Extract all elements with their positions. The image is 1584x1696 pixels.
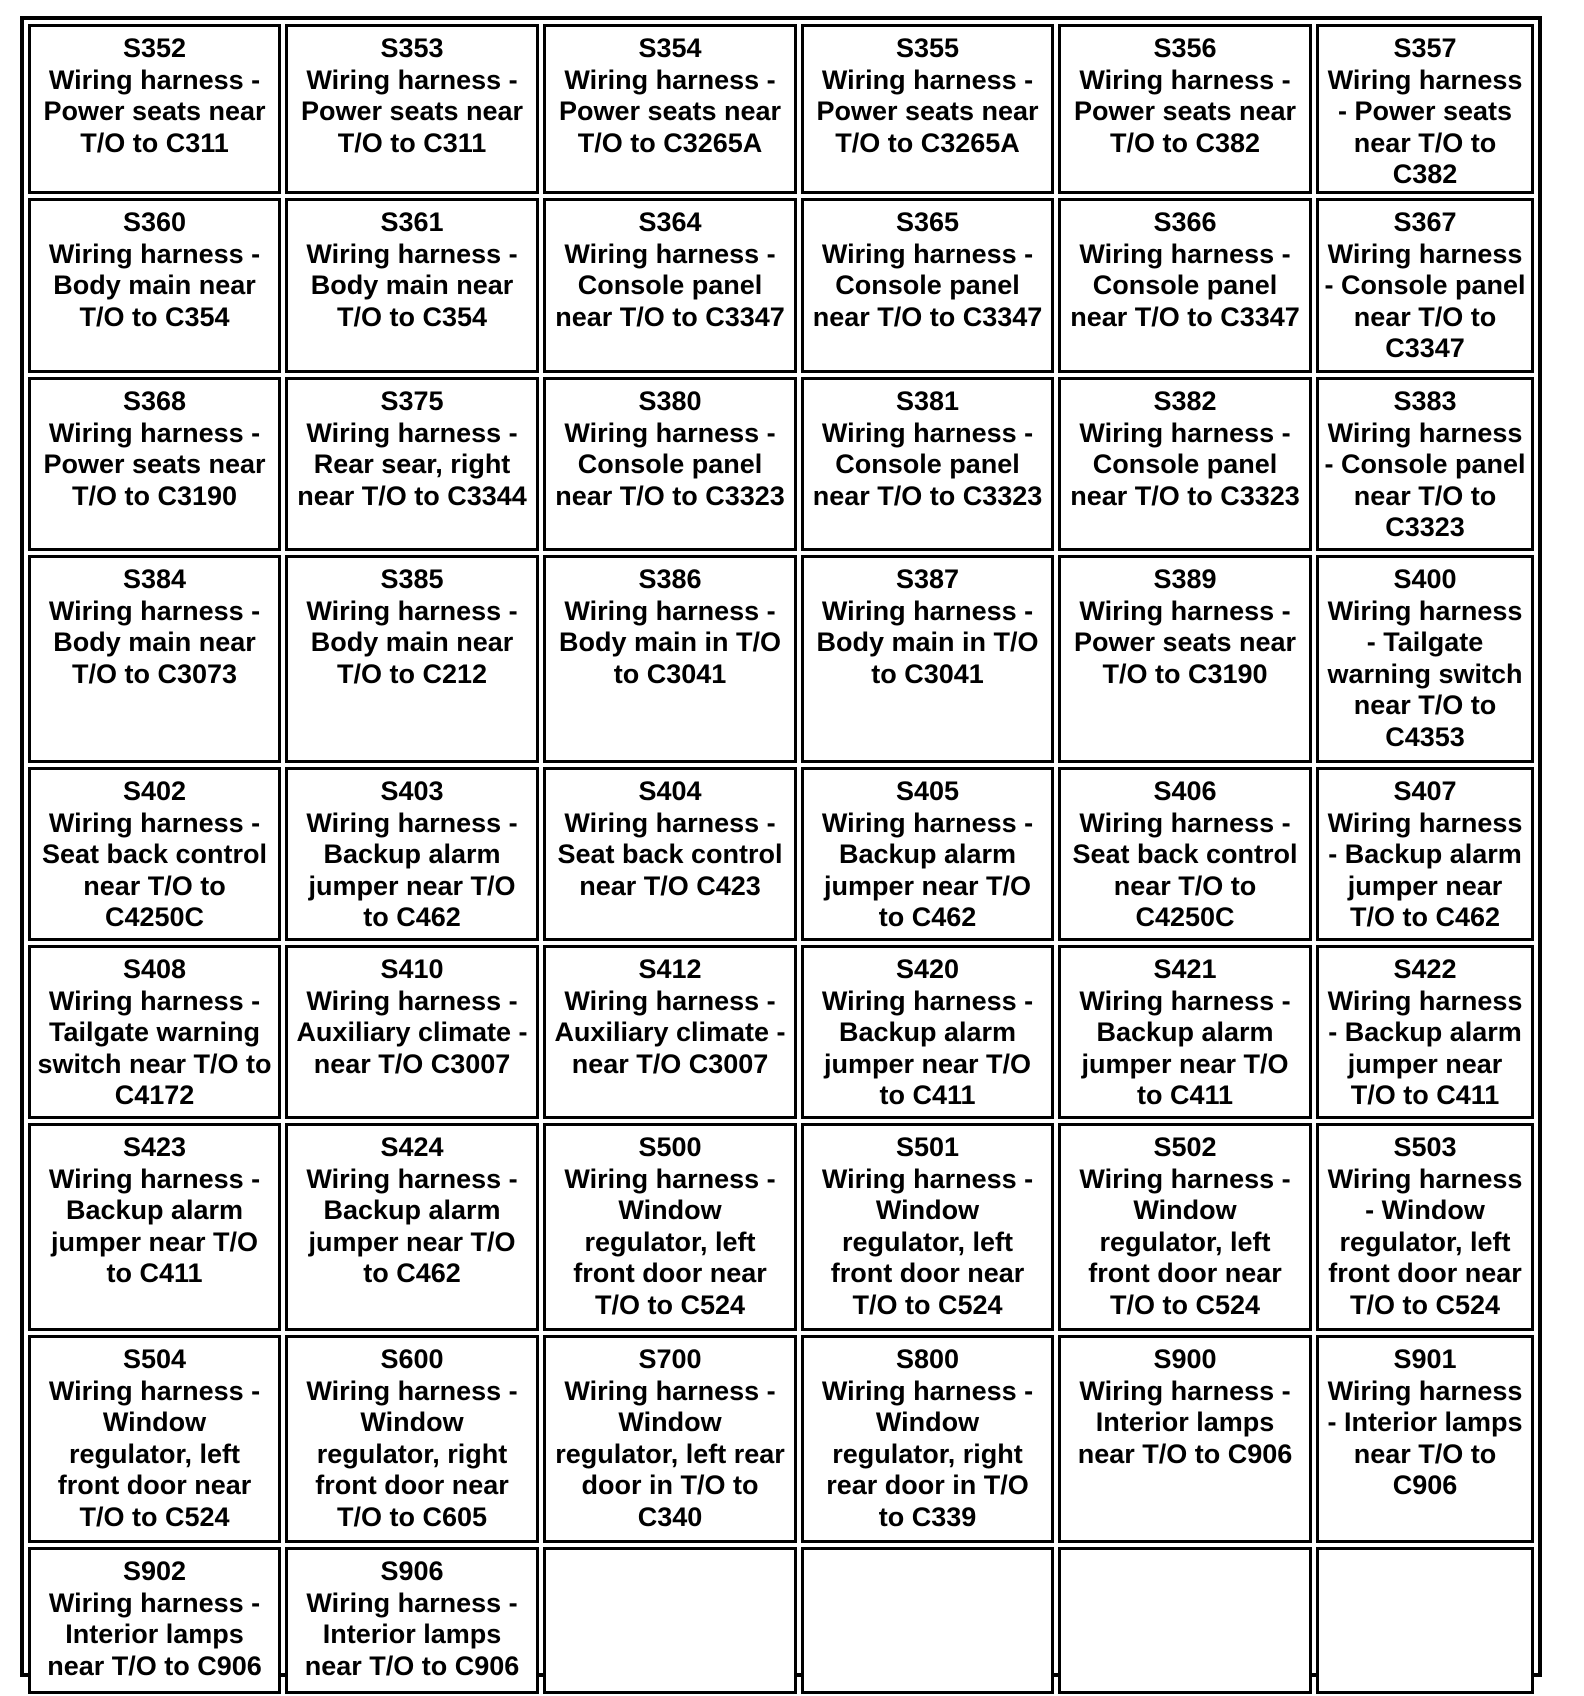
table-cell: [1058, 1335, 1312, 1543]
splice-description-line: jumper near T/O: [308, 870, 516, 901]
table-cell: [801, 555, 1054, 763]
splice-description-line: Wiring harness -: [821, 417, 1034, 448]
table-cell: [285, 1547, 539, 1694]
splice-id: S503: [1393, 1132, 1457, 1162]
splice-description-line: Wiring harness: [1327, 417, 1523, 448]
splice-id: S424: [380, 1132, 444, 1162]
splice-description-line: C3323: [1385, 512, 1465, 542]
splice-description-line: jumper near: [1347, 1048, 1503, 1079]
splice-description-line: Wiring harness: [1327, 238, 1523, 269]
splice-description-line: Wiring harness -: [821, 64, 1034, 95]
splice-description-line: door in T/O to: [581, 1470, 759, 1500]
splice-description-line: Wiring harness -: [306, 1375, 518, 1406]
splice-id: S381: [895, 386, 960, 416]
splice-description-line: Power seats near: [43, 449, 266, 479]
splice-id: S356: [1153, 33, 1217, 63]
splice-description-line: Wiring harness -: [48, 1375, 261, 1406]
splice-description-line: Power seats near: [816, 96, 1039, 126]
table-cell: [28, 1547, 281, 1694]
splice-description-line: C4250C: [1135, 902, 1235, 932]
splice-description-line: Wiring harness -: [306, 595, 518, 626]
splice-description-line: Body main near: [310, 270, 514, 300]
splice-table: [20, 16, 1542, 1681]
splice-description-line: T/O to C3073: [71, 658, 238, 689]
splice-id: S367: [1393, 207, 1457, 237]
splice-description-line: Wiring harness -: [306, 417, 518, 448]
splice-description-line: Auxiliary climate -: [554, 1017, 786, 1047]
splice-description-line: Wiring harness -: [1079, 417, 1291, 448]
table-cell: [1316, 377, 1534, 551]
splice-description-line: Power seats near: [1073, 96, 1297, 126]
splice-description-line: Rear sear, right: [313, 449, 511, 479]
splice-description-line: Wiring harness -: [306, 1587, 518, 1618]
splice-id: S502: [1153, 1132, 1217, 1162]
table-cell: [543, 198, 797, 373]
splice-description-line: - Backup alarm: [1328, 1017, 1522, 1047]
splice-description-line: jumper near T/O: [823, 1048, 1032, 1079]
splice-description-line: regulator, right: [316, 1438, 508, 1469]
splice-description-line: C382: [1392, 159, 1458, 189]
table-cell: [543, 1123, 797, 1331]
splice-description-line: Interior lamps: [1095, 1407, 1275, 1437]
splice-id: S404: [638, 776, 702, 806]
splice-description-line: - Interior lamps: [1327, 1407, 1523, 1437]
empty-cell: [1316, 1547, 1534, 1694]
splice-description-line: near T/O to: [1353, 480, 1497, 511]
splice-description-line: Window: [360, 1407, 464, 1437]
splice-description-line: near T/O to C906: [1077, 1438, 1293, 1469]
splice-id: S365: [895, 207, 960, 237]
splice-description-line: T/O to C411: [1350, 1080, 1500, 1110]
splice-description-line: Wiring harness -: [48, 1163, 261, 1194]
splice-description-line: Window: [875, 1407, 980, 1437]
splice-description-line: - Console panel: [1324, 270, 1526, 300]
splice-id: S901: [1393, 1344, 1457, 1374]
splice-description-line: Wiring harness -: [48, 238, 261, 269]
splice-description-line: Wiring harness -: [564, 64, 776, 95]
table-cell: [801, 767, 1054, 941]
splice-description-line: C4353: [1385, 721, 1465, 752]
table-cell: [285, 767, 539, 941]
table-cell: [28, 767, 281, 941]
splice-description-line: Wiring harness: [1327, 1375, 1523, 1406]
splice-description-line: regulator, left: [584, 1226, 756, 1257]
splice-description-line: Body main near: [53, 627, 256, 657]
splice-description-line: jumper near T/O: [308, 1226, 516, 1257]
splice-description-line: front door near: [1328, 1258, 1522, 1288]
splice-description-line: T/O to C524: [79, 1501, 230, 1532]
splice-description-line: to C411: [1136, 1080, 1234, 1110]
splice-description-line: Auxiliary climate -: [296, 1017, 528, 1047]
splice-description-line: warning switch: [1327, 658, 1523, 689]
splice-description-line: Wiring harness: [1327, 1163, 1523, 1194]
splice-description-line: near T/O to C3347: [812, 301, 1043, 332]
splice-description-line: Backup alarm: [1096, 1017, 1274, 1047]
empty-cell: [801, 1547, 1054, 1694]
table-cell: [1058, 945, 1312, 1119]
splice-id: S366: [1153, 207, 1217, 237]
splice-id: S360: [122, 207, 187, 237]
splice-description-line: to C411: [106, 1258, 203, 1288]
splice-description-line: near T/O to C3347: [1070, 301, 1300, 332]
splice-description-line: T/O to C382: [1109, 127, 1261, 158]
splice-description-line: Body main in T/O: [558, 627, 781, 657]
table-cell: [1316, 1335, 1534, 1543]
splice-description-line: Body main in T/O: [816, 627, 1039, 657]
splice-description-line: T/O to C354: [79, 301, 230, 332]
splice-description-line: jumper near T/O: [1081, 1048, 1289, 1079]
splice-description-line: Power seats near: [1073, 627, 1297, 657]
splice-description-line: near T/O to C3347: [555, 301, 785, 332]
splice-description-line: near T/O to C906: [304, 1650, 520, 1681]
splice-description-line: Window: [618, 1195, 722, 1225]
splice-description-line: T/O to C212: [336, 658, 488, 689]
splice-description-line: Window: [618, 1407, 722, 1437]
splice-description-line: Body main near: [53, 270, 256, 300]
splice-id: S906: [380, 1556, 444, 1586]
splice-description-line: T/O to C3265A: [835, 127, 1020, 158]
splice-description-line: Backup alarm: [323, 1195, 501, 1225]
splice-id: S384: [122, 564, 187, 594]
table-cell: [1058, 24, 1312, 194]
splice-id: S504: [122, 1344, 187, 1374]
splice-id: S354: [638, 33, 702, 63]
splice-description-line: Console panel: [835, 449, 1020, 479]
splice-description-line: front door near: [57, 1470, 252, 1500]
splice-description-line: regulator, right: [832, 1438, 1023, 1469]
splice-id: S402: [122, 776, 187, 806]
splice-description-line: Wiring harness -: [821, 238, 1034, 269]
splice-description-line: Wiring harness: [1327, 595, 1523, 626]
splice-id: S407: [1393, 776, 1457, 806]
table-cell: [543, 24, 797, 194]
splice-description-line: regulator, left rear: [555, 1438, 785, 1469]
splice-description-line: near T/O to: [83, 870, 226, 901]
table-cell: [1058, 767, 1312, 941]
splice-description-line: T/O to C524: [1109, 1289, 1261, 1320]
table-cell: [285, 24, 539, 194]
splice-description-line: Wiring harness -: [1079, 1375, 1291, 1406]
table-cell: [1316, 1123, 1534, 1331]
splice-description-line: C4172: [114, 1080, 195, 1110]
splice-description-line: front door near: [830, 1258, 1025, 1288]
splice-description-line: jumper near: [1347, 870, 1503, 901]
table-cell: [28, 1335, 281, 1543]
table-cell: [28, 945, 281, 1119]
splice-description-line: Wiring harness -: [821, 985, 1034, 1016]
table-cell: [543, 767, 797, 941]
splice-id: S501: [895, 1132, 960, 1162]
splice-id: S412: [638, 954, 702, 984]
splice-description-line: jumper near T/O: [50, 1226, 259, 1257]
splice-id: S405: [895, 776, 960, 806]
splice-description-line: Console panel: [577, 270, 763, 300]
splice-description-line: near T/O C3007: [571, 1048, 769, 1079]
splice-id: S385: [380, 564, 444, 594]
splice-description-line: Wiring harness -: [306, 64, 518, 95]
splice-description-line: regulator, left: [68, 1438, 241, 1469]
splice-description-line: to C339: [878, 1501, 977, 1532]
splice-id: S900: [1153, 1344, 1217, 1374]
splice-description-line: C4250C: [104, 902, 205, 932]
splice-description-line: Wiring harness -: [1079, 807, 1291, 838]
splice-id: S410: [380, 954, 444, 984]
table-cell: [28, 1123, 281, 1331]
splice-description-line: Wiring harness -: [564, 1163, 776, 1194]
splice-description-line: T/O to C3190: [71, 480, 238, 511]
splice-description-line: to C411: [879, 1080, 976, 1110]
splice-description-line: Console panel: [835, 270, 1020, 300]
table-cell: [28, 24, 281, 194]
splice-description-line: Interior lamps: [65, 1619, 244, 1649]
splice-description-line: Window: [102, 1407, 207, 1437]
splice-description-line: Interior lamps: [322, 1619, 502, 1649]
splice-description-line: near T/O to: [1353, 127, 1497, 158]
splice-description-line: regulator, left: [1339, 1226, 1511, 1257]
splice-description-line: - Tailgate: [1366, 627, 1484, 657]
splice-description-line: Wiring harness -: [1079, 64, 1291, 95]
splice-description-line: T/O to C524: [1349, 1289, 1501, 1320]
splice-description-line: C340: [637, 1501, 703, 1532]
splice-description-line: T/O to C3265A: [577, 127, 763, 158]
splice-description-line: Console panel: [1092, 449, 1278, 479]
splice-id: S408: [122, 954, 187, 984]
splice-description-line: T/O to C354: [336, 301, 488, 332]
splice-description-line: Backup alarm: [838, 1017, 1017, 1047]
splice-description-line: Tailgate warning: [48, 1017, 261, 1047]
splice-description-line: to C462: [363, 1258, 461, 1288]
table-cell: [1058, 555, 1312, 763]
splice-grid: [28, 24, 1534, 1681]
splice-description-line: Wiring harness -: [821, 1375, 1034, 1406]
splice-description-line: near T/O C3007: [313, 1048, 511, 1079]
splice-description-line: Wiring harness -: [306, 238, 518, 269]
table-cell: [285, 555, 539, 763]
splice-description-line: Wiring harness -: [821, 807, 1034, 838]
splice-description-line: front door near: [1088, 1258, 1282, 1288]
splice-description-line: Seat back control: [557, 839, 783, 869]
splice-id: S368: [122, 386, 187, 416]
splice-description-line: Power seats near: [300, 96, 524, 126]
splice-description-line: jumper near T/O: [823, 870, 1032, 901]
splice-id: S355: [895, 33, 960, 63]
table-cell: [1316, 24, 1534, 194]
splice-description-line: near T/O to C3323: [812, 480, 1043, 511]
splice-description-line: to C3041: [613, 658, 727, 689]
splice-description-line: near T/O to: [1353, 1438, 1497, 1469]
splice-description-line: near T/O to: [1113, 870, 1257, 901]
table-cell: [28, 377, 281, 551]
splice-description-line: Backup alarm: [838, 839, 1017, 869]
splice-description-line: to C462: [878, 902, 977, 932]
splice-description-line: T/O to C311: [80, 127, 229, 158]
table-cell: [1058, 1123, 1312, 1331]
splice-description-line: Wiring harness -: [564, 417, 776, 448]
empty-cell: [543, 1547, 797, 1694]
splice-description-line: to C3041: [871, 658, 984, 689]
splice-description-line: Wiring harness -: [1079, 985, 1291, 1016]
table-cell: [28, 555, 281, 763]
splice-description-line: - Window: [1365, 1195, 1485, 1225]
splice-description-line: Power seats near: [558, 96, 782, 126]
table-cell: [285, 1335, 539, 1543]
splice-description-line: Wiring harness -: [306, 1163, 518, 1194]
splice-description-line: Wiring harness -: [821, 595, 1034, 626]
splice-id: S423: [122, 1132, 187, 1162]
splice-description-line: Wiring harness -: [48, 1587, 261, 1618]
table-cell: [285, 945, 539, 1119]
splice-description-line: T/O to C311: [337, 127, 487, 158]
splice-description-line: Wiring harness -: [48, 985, 261, 1016]
table-cell: [801, 945, 1054, 1119]
splice-description-line: Seat back control: [41, 839, 268, 869]
splice-description-line: Wiring harness -: [1079, 238, 1291, 269]
splice-id: S420: [895, 954, 960, 984]
splice-id: S389: [1153, 564, 1217, 594]
splice-id: S403: [380, 776, 444, 806]
splice-id: S382: [1153, 386, 1217, 416]
splice-description-line: Wiring harness -: [48, 64, 261, 95]
splice-id: S421: [1153, 954, 1217, 984]
table-cell: [801, 24, 1054, 194]
table-cell: [543, 377, 797, 551]
splice-description-line: T/O to C524: [852, 1289, 1003, 1320]
table-cell: [1058, 198, 1312, 373]
table-cell: [801, 1123, 1054, 1331]
splice-description-line: near T/O to C3323: [555, 480, 785, 511]
splice-id: S600: [380, 1344, 444, 1374]
splice-description-line: Wiring harness -: [1079, 595, 1291, 626]
splice-id: S383: [1393, 386, 1457, 416]
table-cell: [285, 198, 539, 373]
splice-description-line: Wiring harness -: [821, 1163, 1034, 1194]
splice-description-line: regulator, left: [1099, 1226, 1271, 1257]
table-cell: [543, 1335, 797, 1543]
splice-description-line: Wiring harness -: [564, 807, 776, 838]
table-cell: [543, 945, 797, 1119]
splice-description-line: Wiring harness -: [48, 417, 261, 448]
splice-id: S357: [1393, 33, 1457, 63]
splice-description-line: Seat back control: [1072, 839, 1298, 869]
splice-description-line: Wiring harness: [1327, 807, 1523, 838]
splice-description-line: near T/O C423: [579, 870, 761, 901]
splice-id: S352: [122, 33, 187, 63]
splice-description-line: Wiring harness -: [48, 807, 261, 838]
splice-description-line: near T/O to: [1353, 301, 1497, 332]
splice-description-line: front door near: [315, 1470, 509, 1500]
splice-description-line: Window: [1133, 1195, 1237, 1225]
splice-id: S361: [380, 207, 444, 237]
splice-description-line: near T/O to C3323: [1070, 480, 1300, 511]
splice-id: S375: [380, 386, 444, 416]
table-cell: [285, 377, 539, 551]
splice-description-line: T/O to C3190: [1102, 658, 1268, 689]
splice-id: S700: [638, 1344, 702, 1374]
table-cell: [1316, 555, 1534, 763]
splice-description-line: front door near: [573, 1258, 767, 1288]
splice-description-line: Backup alarm: [65, 1195, 244, 1225]
splice-description-line: Wiring harness -: [1079, 1163, 1291, 1194]
splice-description-line: Wiring harness -: [564, 985, 776, 1016]
table-cell: [801, 1335, 1054, 1543]
splice-description-line: - Power seats: [1337, 96, 1513, 126]
splice-description-line: Power seats near: [43, 96, 266, 126]
splice-description-line: T/O to C524: [594, 1289, 746, 1320]
table-cell: [801, 377, 1054, 551]
splice-id: S380: [638, 386, 702, 416]
splice-description-line: regulator, left: [841, 1226, 1014, 1257]
splice-description-line: Backup alarm: [323, 839, 501, 869]
splice-description-line: Wiring harness -: [564, 238, 776, 269]
splice-description-line: Body main near: [310, 627, 514, 657]
splice-description-line: - Backup alarm: [1328, 839, 1522, 869]
splice-description-line: Window: [875, 1195, 980, 1225]
splice-id: S400: [1393, 564, 1457, 594]
splice-description-line: Console panel: [577, 449, 763, 479]
table-cell: [1316, 198, 1534, 373]
splice-description-line: switch near T/O to: [37, 1048, 272, 1079]
splice-description-line: Wiring harness: [1327, 985, 1523, 1016]
splice-id: S500: [638, 1132, 702, 1162]
splice-description-line: Wiring harness -: [306, 807, 518, 838]
splice-description-line: Wiring harness -: [306, 985, 518, 1016]
splice-description-line: Wiring harness -: [564, 595, 776, 626]
splice-description-line: near T/O to: [1353, 690, 1497, 720]
table-cell: [28, 198, 281, 373]
splice-id: S422: [1393, 954, 1457, 984]
splice-description-line: - Console panel: [1324, 449, 1526, 479]
splice-description-line: rear door in T/O: [826, 1470, 1029, 1500]
splice-description-line: C3347: [1385, 333, 1465, 363]
table-cell: [285, 1123, 539, 1331]
splice-description-line: to C462: [363, 902, 461, 932]
splice-description-line: C906: [1392, 1470, 1458, 1500]
splice-description-line: near T/O to C3344: [297, 480, 527, 511]
splice-id: S387: [895, 564, 960, 594]
splice-description-line: Console panel: [1092, 270, 1278, 300]
splice-description-line: Wiring harness: [1327, 64, 1523, 95]
splice-id: S386: [638, 564, 702, 594]
splice-id: S800: [895, 1344, 960, 1374]
splice-description-line: Wiring harness -: [564, 1375, 776, 1406]
empty-cell: [1058, 1547, 1312, 1694]
table-cell: [1058, 377, 1312, 551]
splice-description-line: Wiring harness -: [48, 595, 261, 626]
table-cell: [543, 555, 797, 763]
table-cell: [1316, 767, 1534, 941]
splice-description-line: T/O to C462: [1349, 902, 1501, 932]
splice-id: S406: [1153, 776, 1217, 806]
splice-id: S353: [380, 33, 444, 63]
splice-description-line: near T/O to C906: [47, 1650, 262, 1681]
table-cell: [1316, 945, 1534, 1119]
splice-description-line: T/O to C605: [336, 1501, 488, 1532]
table-cell: [801, 198, 1054, 373]
splice-id: S902: [122, 1556, 187, 1586]
splice-id: S364: [638, 207, 702, 237]
